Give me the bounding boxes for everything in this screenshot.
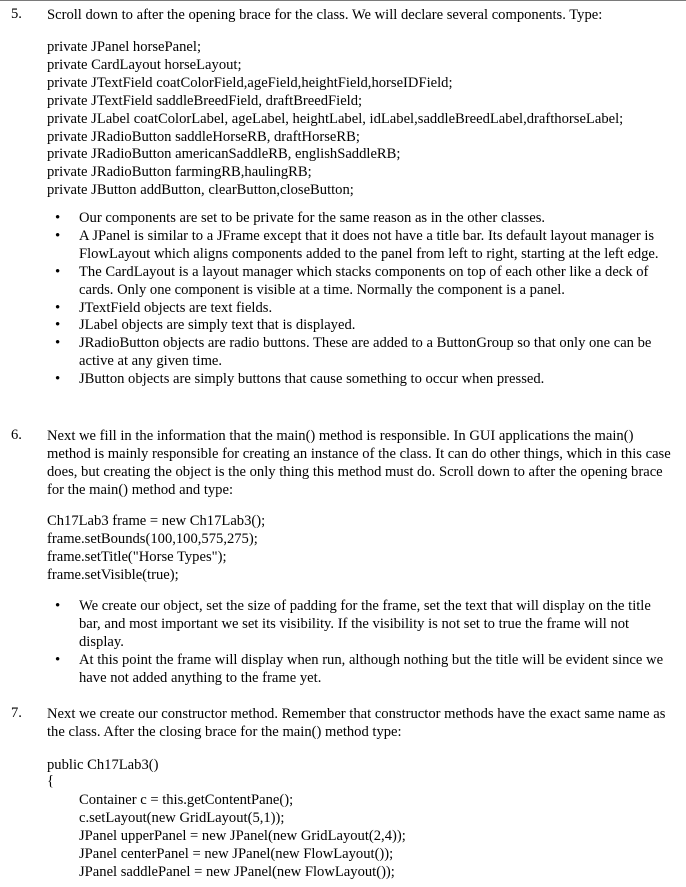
step-6-number: 6. [11, 427, 22, 443]
opening-brace: { [47, 773, 55, 789]
step-6-bullet-list [55, 598, 675, 688]
code-line: frame.setBounds(100,100,575,275); [47, 530, 258, 547]
code-line: private JRadioButton farmingRB,haulingRB; [47, 164, 312, 181]
code-line: Container c = this.getContentPane(); [79, 792, 294, 808]
code-line: private CardLayout horseLayout; [47, 56, 242, 73]
bullet-item: • A JPanel is similar to a JFrame except that it does not have a title bar. Its default layout manager is FlowLayout which aligns components added to the panel from left to right, starting at the left edge. [55, 228, 675, 264]
code-line: private JButton addButton, clearButton,closeButton; [47, 182, 354, 199]
bullet-item: • The CardLayout is a layout manager which stacks components on top of each other like a deck of cards. Only one component is visible at a time. Normally the component is a panel. [55, 264, 675, 300]
step-5-bullet-list [55, 210, 675, 389]
code-line: c.setLayout(new GridLayout(5,1)); [79, 809, 285, 826]
step-7-number: 7. [11, 705, 22, 721]
step-7-intro: Next we create our constructor method. Remember that constructor methods have the exact same name as the class. After the closing brace for the main() method type: [47, 706, 666, 740]
step-5-number: 5. [11, 6, 22, 22]
code-line: JPanel saddlePanel = new JPanel(new FlowLayout()); [79, 863, 395, 880]
code-line: private JLabel coatColorLabel, ageLabel, heightLabel, idLabel,saddleBreedLabel,drafthorseLabel; [47, 110, 624, 127]
code-line: private JTextField saddleBreedField, draftBreedField; [47, 92, 363, 109]
step-6-code-block [47, 513, 677, 585]
step-5-intro: Scroll down to after the opening brace for the class. We will declare several components. Type: [47, 7, 603, 23]
code-line: private JRadioButton americanSaddleRB, englishSaddleRB; [47, 146, 401, 163]
step-7-code-block [79, 792, 686, 882]
code-line: Ch17Lab3 frame = new Ch17Lab3(); [47, 513, 266, 529]
code-line: JPanel centerPanel = new JPanel(new FlowLayout()); [79, 845, 394, 862]
bullet-item: • At this point the frame will display when run, although nothing but the title will be evident since we have not added anything to the frame yet. [55, 652, 675, 688]
step-5-code-block [47, 39, 677, 200]
top-divider [0, 0, 686, 1]
code-line: private JTextField coatColorField,ageField,heightField,horseIDField; [47, 74, 453, 91]
constructor-signature: public Ch17Lab3() [47, 757, 159, 773]
bullet-item: • Our components are set to be private for the same reason as in the other classes. [55, 210, 675, 228]
code-line: private JRadioButton saddleHorseRB, draftHorseRB; [47, 128, 360, 145]
code-line: frame.setTitle("Horse Types"); [47, 548, 227, 565]
code-line: frame.setVisible(true); [47, 566, 179, 583]
code-line: private JPanel horsePanel; [47, 39, 202, 55]
bullet-item: • JRadioButton objects are radio buttons. These are added to a ButtonGroup so that only one can be active at any given time. [55, 335, 675, 371]
bullet-item: • JTextField objects are text fields. [55, 300, 675, 318]
bullet-item: • JButton objects are simply buttons that cause something to occur when pressed. [55, 371, 675, 389]
bullet-item: • JLabel objects are simply text that is displayed. [55, 317, 675, 335]
bullet-item: • We create our object, set the size of padding for the frame, set the text that will display on the title bar, and most important we set its visibility. If the visibility is not set to true the frame will not display. [55, 598, 675, 652]
code-line: JPanel upperPanel = new JPanel(new GridLayout(2,4)); [79, 827, 406, 844]
step-6-intro: Next we fill in the information that the main() method is responsible. In GUI applications the main() method is mainly responsible for creating an instance of the class. It can do other things, which in this case does, but creating the object is the only thing this method must do. Scroll down to after the opening brace for the main() method and type: [47, 428, 671, 498]
